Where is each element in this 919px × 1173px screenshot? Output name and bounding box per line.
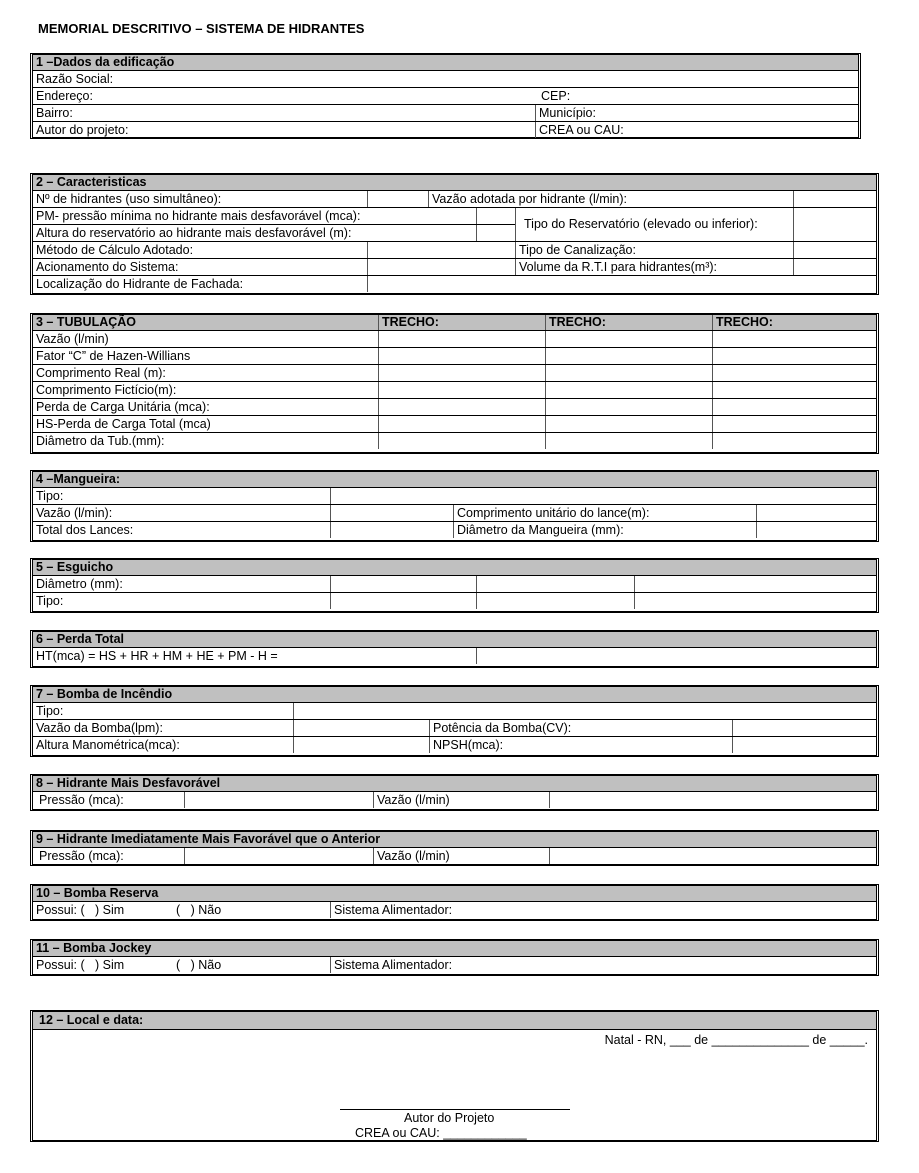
altura-manometrica-label: Altura Manométrica(mca):	[36, 738, 180, 752]
metodo-row	[33, 242, 876, 259]
localizacao-value[interactable]	[367, 276, 876, 292]
autor-label: Autor do projeto:	[36, 123, 129, 137]
trecho-1-cell[interactable]	[378, 416, 545, 432]
nao-checkbox[interactable]: ( ) Não	[176, 903, 222, 917]
metodo-value[interactable]	[367, 242, 515, 258]
tubulacao-header-row	[33, 315, 876, 331]
vazao-value[interactable]	[549, 792, 876, 808]
trecho-3-cell[interactable]	[712, 416, 876, 432]
sim-checkbox[interactable]: Possui: ( ) Sim	[36, 903, 125, 917]
bairro-label: Bairro:	[36, 106, 73, 120]
table-row	[33, 399, 876, 416]
n-hidrantes-label: Nº de hidrantes (uso simultâneo):	[36, 192, 222, 206]
pressao-value[interactable]	[184, 848, 373, 864]
tipo-value[interactable]	[293, 703, 876, 719]
npsh-value[interactable]	[732, 737, 876, 753]
endereco-label: Endereço:	[36, 89, 93, 103]
vazao-value[interactable]	[549, 848, 876, 864]
trecho-1-cell[interactable]	[378, 348, 545, 364]
altura-row	[33, 225, 515, 241]
section-header: 3 – TUBULAÇÃO	[36, 315, 137, 329]
tipo-reservatorio-label: Tipo do Reservatório (elevado ou inferior):	[515, 208, 793, 241]
altura-label: Altura do reservatório ao hidrante mais desfavorável (m):	[36, 226, 352, 240]
vazao-row	[33, 505, 876, 522]
sistema-alimentador-field[interactable]	[330, 902, 876, 918]
esguicho-cell[interactable]	[476, 593, 634, 609]
esguicho-cell[interactable]	[476, 576, 634, 592]
acionamento-row	[33, 259, 876, 276]
potencia-label: Potência da Bomba(CV):	[429, 720, 732, 736]
section-header: 2 – Caracteristicas	[33, 175, 876, 191]
acionamento-value[interactable]	[367, 259, 515, 275]
table-row	[33, 331, 876, 348]
nao-checkbox[interactable]: ( ) Não	[176, 958, 222, 972]
row-label: Fator “C” de Hazen-Willians	[36, 349, 191, 363]
tipo-reservatorio-value[interactable]	[793, 208, 876, 241]
esguicho-cell[interactable]	[634, 593, 876, 609]
trecho-1-cell[interactable]	[378, 382, 545, 398]
row-label: HS-Perda de Carga Total (mca)	[36, 417, 211, 431]
trecho-1-cell[interactable]	[378, 331, 545, 347]
tipo-row	[33, 593, 876, 609]
vazao-adotada-label: Vazão adotada por hidrante (l/min):	[428, 191, 793, 207]
section-header: 7 – Bomba de Incêndio	[33, 687, 876, 703]
pm-value[interactable]	[476, 208, 515, 224]
table-row	[33, 348, 876, 365]
localizacao-label: Localização do Hidrante de Fachada:	[36, 277, 244, 291]
endereco-field[interactable]	[33, 88, 538, 104]
autor-projeto-label: Autor do Projeto	[404, 1111, 495, 1125]
endereco-row	[33, 88, 858, 105]
trecho-3-cell[interactable]	[712, 433, 876, 449]
diametro-label: Diâmetro (mm):	[36, 577, 123, 591]
trecho-2-cell[interactable]	[545, 399, 712, 415]
npsh-label: NPSH(mca):	[429, 737, 732, 753]
trecho-3-cell[interactable]	[712, 399, 876, 415]
table-row	[33, 365, 876, 382]
row-label: Vazão (l/min)	[36, 332, 109, 346]
crea-cau-label[interactable]: CREA ou CAU: ____________	[355, 1126, 527, 1140]
page-title: MEMORIAL DESCRITIVO – SISTEMA DE HIDRANTES	[38, 21, 365, 36]
vazao-bomba-label: Vazão da Bomba(lpm):	[36, 721, 163, 735]
trecho-2-cell[interactable]	[545, 416, 712, 432]
total-lances-row	[33, 522, 876, 538]
pm-label: PM- pressão mínima no hidrante mais desfavorável (mca):	[36, 209, 361, 223]
section-local-data	[30, 1010, 879, 1142]
sistema-alimentador-label: Sistema Alimentador:	[334, 958, 453, 972]
n-hidrantes-row	[33, 191, 876, 208]
cep-label: CEP:	[541, 89, 571, 103]
total-lances-value[interactable]	[330, 522, 453, 538]
trecho-header-2: TRECHO:	[545, 315, 712, 330]
section-header: 6 – Perda Total	[33, 632, 876, 648]
section-header: 1 –Dados da edificação	[33, 55, 858, 71]
vazao-bomba-value[interactable]	[293, 720, 429, 736]
row-label: Diâmetro da Tub.(mm):	[36, 434, 165, 448]
possui-row	[33, 902, 876, 918]
razao-social-field[interactable]	[33, 71, 858, 87]
trecho-2-cell[interactable]	[545, 382, 712, 398]
row-label: Comprimento Fictício(m):	[36, 383, 177, 397]
n-hidrantes-value[interactable]	[367, 191, 428, 207]
trecho-header-3: TRECHO:	[712, 315, 876, 330]
table-row	[33, 433, 876, 449]
signature-line[interactable]	[340, 1109, 570, 1110]
trecho-header-1: TRECHO:	[378, 315, 545, 330]
tipo-label: Tipo:	[36, 489, 64, 503]
autor-row	[33, 122, 858, 138]
trecho-3-cell[interactable]	[712, 365, 876, 381]
localizacao-row	[33, 276, 876, 292]
trecho-1-cell[interactable]	[378, 399, 545, 415]
altura-manometrica-row	[33, 737, 876, 753]
pressao-value[interactable]	[184, 792, 373, 808]
tipo-row	[33, 703, 876, 720]
potencia-value[interactable]	[732, 720, 876, 736]
tipo-value[interactable]	[330, 488, 876, 504]
comprimento-value[interactable]	[756, 505, 876, 521]
pressao-vazao-row	[33, 848, 876, 864]
trecho-3-cell[interactable]	[712, 382, 876, 398]
possui-cell	[33, 957, 330, 973]
cep-field[interactable]	[538, 88, 858, 104]
section-header: 9 – Hidrante Imediatamente Mais Favorável que o Anterior	[33, 832, 876, 848]
local-data-text[interactable]: Natal - RN, ___ de ______________ de _____.	[604, 1033, 868, 1047]
section-bomba-incendio	[30, 685, 879, 757]
possui-cell	[33, 902, 330, 918]
section-caracteristicas	[30, 173, 879, 295]
acionamento-label: Acionamento do Sistema:	[36, 260, 179, 274]
sim-checkbox[interactable]: Possui: ( ) Sim	[36, 958, 125, 972]
metodo-label: Método de Cálculo Adotado:	[36, 243, 194, 257]
row-label: Comprimento Real (m):	[36, 366, 166, 380]
trecho-2-cell[interactable]	[545, 433, 712, 449]
section-hidrante-desfavoravel	[30, 774, 879, 811]
municipio-label: Município:	[539, 106, 596, 120]
total-lances-label: Total dos Lances:	[36, 523, 134, 537]
diametro-mangueira-value[interactable]	[756, 522, 876, 538]
esguicho-cell[interactable]	[330, 576, 476, 592]
table-row	[33, 382, 876, 399]
trecho-3-cell[interactable]	[712, 331, 876, 347]
section-hidrante-favoravel	[30, 830, 879, 866]
section-header: 8 – Hidrante Mais Desfavorável	[33, 776, 876, 792]
esguicho-cell[interactable]	[634, 576, 876, 592]
pm-row	[33, 208, 515, 225]
tipo-canalizacao-value[interactable]	[793, 242, 876, 258]
sistema-alimentador-label: Sistema Alimentador:	[334, 903, 453, 917]
section-header: 11 – Bomba Jockey	[33, 941, 876, 957]
crea-label: CREA ou CAU:	[539, 123, 624, 137]
diametro-row	[33, 576, 876, 593]
tipo-label: Tipo:	[36, 704, 64, 718]
section-header: 12 – Local e data:	[33, 1012, 876, 1030]
section-perda-total	[30, 630, 879, 668]
altura-manometrica-value[interactable]	[293, 737, 429, 753]
vazao-label: Vazão (l/min):	[36, 506, 113, 520]
section-bomba-jockey	[30, 939, 879, 976]
trecho-1-cell[interactable]	[378, 365, 545, 381]
volume-rti-label: Volume da R.T.I para hidrantes(m³):	[515, 259, 793, 275]
trecho-2-cell[interactable]	[545, 331, 712, 347]
tipo-label: Tipo:	[36, 594, 64, 608]
vazao-label: Vazão (l/min)	[373, 792, 549, 808]
tipo-canalizacao-label: Tipo de Canalização:	[515, 242, 793, 258]
bairro-field[interactable]	[33, 105, 535, 121]
section-mangueira	[30, 470, 879, 542]
comprimento-label: Comprimento unitário do lance(m):	[453, 505, 756, 521]
section-bomba-reserva	[30, 884, 879, 921]
row-label: Perda de Carga Unitária (mca):	[36, 400, 210, 414]
bairro-row	[33, 105, 858, 122]
pressao-label: Pressão (mca):	[39, 793, 124, 807]
diametro-mangueira-label: Diâmetro da Mangueira (mm):	[453, 522, 756, 538]
crea-field[interactable]	[535, 122, 858, 138]
vazao-label: Vazão (l/min)	[373, 848, 549, 864]
sistema-alimentador-field[interactable]	[330, 957, 876, 973]
pressao-vazao-row	[33, 792, 876, 808]
formula-row	[33, 648, 876, 664]
section-esguicho	[30, 558, 879, 613]
section-header: 4 –Mangueira:	[33, 472, 876, 488]
table-row	[33, 416, 876, 433]
tipo-row	[33, 488, 876, 505]
possui-row	[33, 957, 876, 973]
esguicho-cell[interactable]	[330, 593, 476, 609]
vazao-value[interactable]	[330, 505, 453, 521]
razao-social-row	[33, 71, 858, 88]
autor-field[interactable]	[33, 122, 535, 138]
razao-social-label: Razão Social:	[36, 72, 114, 86]
municipio-field[interactable]	[535, 105, 858, 121]
section-header: 10 – Bomba Reserva	[33, 886, 876, 902]
trecho-3-cell[interactable]	[712, 348, 876, 364]
altura-value[interactable]	[476, 225, 515, 241]
section-dados-edificacao	[30, 53, 861, 139]
vazao-adotada-value[interactable]	[793, 191, 876, 207]
vazao-bomba-row	[33, 720, 876, 737]
trecho-1-cell[interactable]	[378, 433, 545, 449]
section-tubulacao	[30, 313, 879, 454]
section-header: 5 – Esguicho	[33, 560, 876, 576]
trecho-2-cell[interactable]	[545, 348, 712, 364]
formula-label: HT(mca) = HS + HR + HM + HE + PM - H =	[36, 649, 278, 663]
pressao-label: Pressão (mca):	[39, 849, 124, 863]
pm-altura-group	[33, 208, 876, 242]
trecho-2-cell[interactable]	[545, 365, 712, 381]
volume-rti-value[interactable]	[793, 259, 876, 275]
ht-value[interactable]	[476, 648, 876, 664]
